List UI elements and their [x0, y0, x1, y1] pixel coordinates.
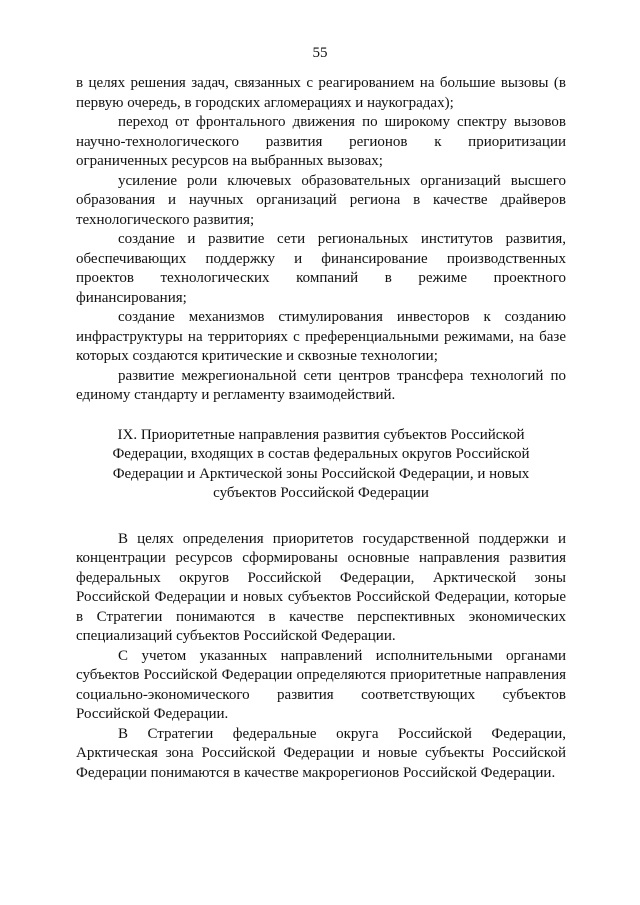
- section-heading: IX. Приоритетные направления развития субъектов Российской Федерации, входящих в состав федеральных округов Российской Федерации и Арктической зоны Российской Федерации, и новых субъектов Российской Федерации: [112, 426, 530, 501]
- paragraph-6: развитие межрегиональной сети центров трансфера технологий по единому стандарту и регламенту взаимодействий.: [76, 367, 566, 403]
- section-paragraph-2: С учетом указанных направлений исполнительными органами субъектов Российской Федерации определяются приоритетные направления социально-экономического развития соответствующих субъектов Российской Федерации.: [76, 647, 566, 722]
- page-number: 55: [312, 45, 328, 61]
- paragraph-1: в целях решения задач, связанных с реагированием на большие вызовы (в первую очередь, в городских агломерациях и наукоградах);: [76, 75, 566, 111]
- paragraph-3: усиление роли ключевых образовательных организаций высшего образования и научных организаций региона в качестве драйверов технологического развития;: [76, 172, 566, 228]
- paragraph-4: создание и развитие сети региональных институтов развития, обеспечивающих поддержку и финансирование производственных проектов технологических компаний в режиме проектного финансирования;: [76, 231, 566, 306]
- paragraph-2: переход от фронтального движения по широкому спектру вызовов научно-технологического развития регионов к приоритизации ограниченных ресурсов на выбранных вызовах;: [76, 114, 566, 169]
- section-paragraph-1: В целях определения приоритетов государственной поддержки и концентрации ресурсов сформированы основные направления развития федеральных округов Российской Федерации, Арктической зоны Российской Федерации и новых субъектов Российской Федерации, которые в Стратегии понимаются в качестве перспективных экономических специализаций субъектов Российской Федерации.: [76, 530, 566, 644]
- paragraph-5: создание механизмов стимулирования инвесторов к созданию инфраструктуры на территориях с преференциальными режимами, на базе которых создаются критические и сквозные технологии;: [76, 309, 566, 364]
- section-paragraph-3: В Стратегии федеральные округа Российской Федерации, Арктическая зона Российской Федерации и новые субъекты Российской Федерации понимаются в качестве макрорегионов Российской Федерации.: [76, 725, 566, 781]
- document-body: [76, 74, 566, 783]
